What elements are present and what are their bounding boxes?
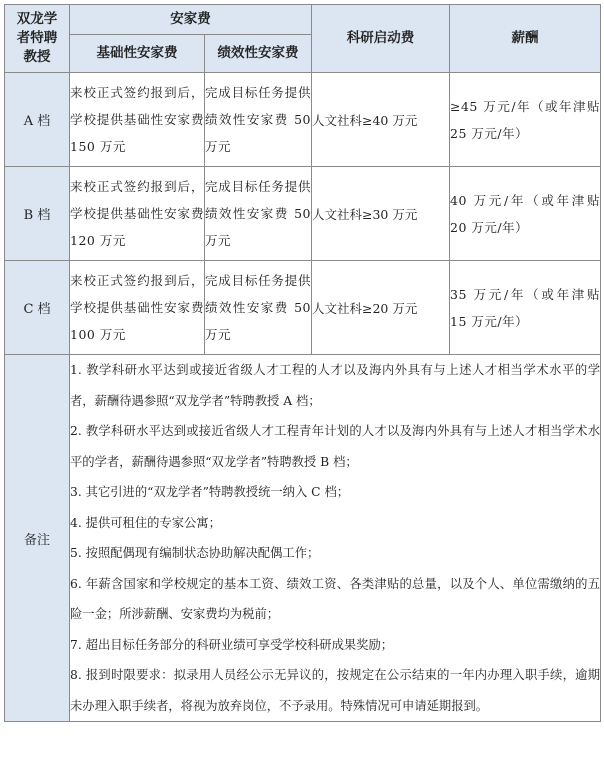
note-item: 8. 报到时限要求：拟录用人员经公示无异议的，按规定在公示结束的一年内办理入职手续，逾期未办理入职手续者，将视为放弃岗位，不予录用。特殊情况可申请延期报到。	[70, 668, 600, 713]
perf-anjia-cell: 完成目标任务提供绩效性安家费 50 万元	[205, 167, 312, 261]
research-fund-cell: 人文社科≥40 万元	[312, 73, 450, 167]
grade-label: A 档	[5, 73, 70, 167]
note-item: 7. 超出目标任务部分的科研业绩可享受学校科研成果奖励；	[70, 637, 394, 652]
salary-cell: 35 万元/年（或年津贴 15 万元/年）	[450, 261, 601, 355]
grade-label: B 档	[5, 167, 70, 261]
note-item: 3. 其它引进的“双龙学者”特聘教授统一纳入 C 档；	[70, 485, 350, 499]
table-row-grade-c	[5, 261, 601, 355]
basic-anjia-cell: 来校正式签约报到后，学校提供基础性安家费 120 万元	[70, 167, 205, 261]
header-basic-anjia: 基础性安家费	[70, 35, 205, 73]
header-perf-anjia: 绩效性安家费	[205, 35, 312, 73]
note-item: 1. 教学科研水平达到或接近省级人才工程的人才以及海内外具有与上述人才相当学术水平的学者，薪酬待遇参照“双龙学者”特聘教授 A 档；	[70, 363, 600, 408]
table-row-grade-a	[5, 73, 601, 167]
perf-anjia-cell: 完成目标任务提供绩效性安家费 50 万元	[205, 73, 312, 167]
note-item: 5. 按照配偶现有编制状态协助解决配偶工作；	[70, 546, 320, 560]
notes-cell	[70, 355, 601, 722]
header-anjia: 安家费	[70, 5, 312, 35]
note-item: 2. 教学科研水平达到或接近省级人才工程青年计划的人才以及海内外具有与上述人才相当学术水平的学者，薪酬待遇参照“双龙学者”特聘教授 B 档；	[70, 424, 600, 469]
header-salary: 薪酬	[450, 5, 601, 73]
header-row-1	[5, 5, 601, 35]
corner-header: 双龙学者特聘教授	[5, 5, 70, 73]
table-row-notes	[5, 355, 601, 722]
grade-label: C 档	[5, 261, 70, 355]
perf-anjia-cell: 完成目标任务提供绩效性安家费 50 万元	[205, 261, 312, 355]
research-fund-cell: 人文社科≥30 万元	[312, 167, 450, 261]
notes-label: 备注	[5, 355, 70, 722]
basic-anjia-cell: 来校正式签约报到后，学校提供基础性安家费 150 万元	[70, 73, 205, 167]
salary-cell: 40 万元/年（或年津贴 20 万元/年）	[450, 167, 601, 261]
table-row-grade-b	[5, 167, 601, 261]
research-fund-cell: 人文社科≥20 万元	[312, 261, 450, 355]
compensation-table	[4, 4, 601, 722]
header-research-fund: 科研启动费	[312, 5, 450, 73]
note-item: 4. 提供可租住的专家公寓；	[70, 515, 221, 530]
salary-cell: ≥45 万元/年（或年津贴 25 万元/年）	[450, 73, 601, 167]
note-item: 6. 年薪含国家和学校规定的基本工资、绩效工资、各类津贴的总量，以及个人、单位需缴纳的五险一金；所涉薪酬、安家费均为税前；	[70, 576, 600, 621]
basic-anjia-cell: 来校正式签约报到后，学校提供基础性安家费 100 万元	[70, 261, 205, 355]
